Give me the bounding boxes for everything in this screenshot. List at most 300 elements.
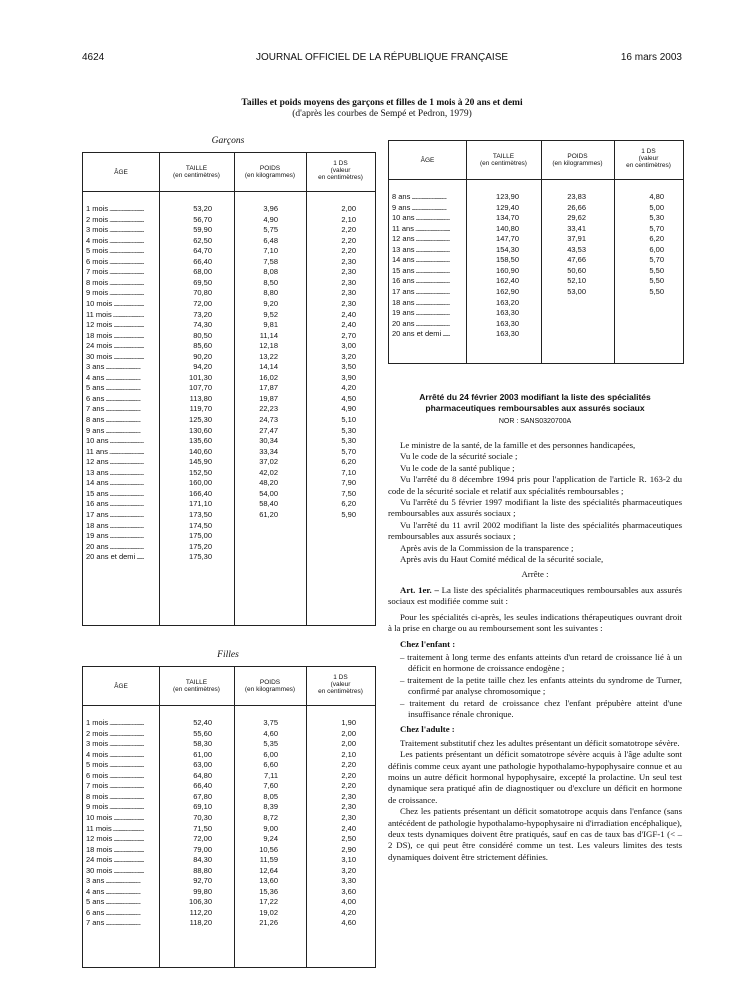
cell-taille: 130,60: [189, 425, 212, 435]
cell-taille: 163,30: [496, 329, 519, 339]
arrete-word: Arrête :: [521, 569, 549, 580]
cell-ds: 5,50: [649, 265, 664, 275]
table-row: [83, 718, 375, 729]
header-poids-unit: (en kilogrammes): [244, 172, 296, 179]
issue-date: 16 mars 2003: [620, 52, 682, 63]
cell-ds: 3,20: [341, 351, 356, 361]
cell-poids: 3,96: [263, 204, 278, 213]
cell-age: 6 ans .....: [86, 908, 144, 919]
cell-age: 14 ans .....: [86, 478, 144, 489]
table-row: [83, 288, 375, 299]
cell-ds: 5,30: [649, 213, 664, 223]
cell-poids: 3,75: [263, 718, 278, 727]
table-row: [83, 813, 375, 824]
header-ds: 1 DS: [641, 148, 656, 155]
list-item: – traitement du retard de croissance chez l'enfant prépubère atteint d'une insuffisance rénale chronique.: [400, 698, 682, 721]
cell-poids: 15,36: [259, 886, 278, 896]
cell-taille: 106,30: [189, 897, 212, 907]
cell-age: 11 mois .....: [86, 310, 144, 321]
cell-ds: 2,40: [341, 320, 356, 330]
cell-poids: 17,22: [259, 897, 278, 907]
cell-taille: 173,50: [189, 509, 212, 519]
table-row: [83, 310, 375, 321]
para-vu-2: Vu le code de la santé publique ;: [400, 462, 515, 473]
cell-taille: 154,30: [496, 244, 519, 254]
cell-taille: 147,70: [496, 234, 519, 244]
cell-poids: 6,60: [263, 760, 278, 770]
table-row: [83, 855, 375, 866]
arrete-body: [388, 440, 682, 863]
table-row: [83, 404, 375, 415]
table-row: [83, 908, 375, 919]
cell-taille: 140,80: [496, 223, 519, 233]
table-row: [389, 203, 683, 214]
table-row: [83, 521, 375, 532]
cell-ds: 2,30: [341, 802, 356, 812]
cell-ds: 4,90: [341, 404, 356, 414]
cell-taille: 140,60: [189, 446, 212, 456]
cell-age: 3 ans .....: [86, 876, 144, 887]
header-ds-unit-1: (valeur: [330, 681, 351, 688]
cell-taille: 55,60: [193, 728, 212, 738]
cell-poids: 12,64: [259, 865, 278, 875]
cell-poids: 6,00: [263, 749, 278, 759]
table-row: [83, 225, 375, 236]
cell-poids: 50,60: [567, 265, 586, 275]
header-ds-unit-1: (valeur: [638, 155, 659, 162]
table-row: [83, 739, 375, 750]
table-filles: [82, 666, 376, 968]
table-row: [389, 329, 683, 340]
header-taille: TAILLE: [492, 153, 515, 160]
cell-poids: 27,47: [259, 425, 278, 435]
cell-ds: 4,20: [341, 907, 356, 917]
cell-age: 8 mois .....: [86, 792, 144, 803]
table-row: [83, 415, 375, 426]
table-row: [83, 499, 375, 510]
table-row: [83, 426, 375, 437]
para-adulte-2: Les patients présentant un déficit somatotrope sévère acquis à l'âge adulte sont définis comme ceux ayant une pathologie hypothalamo-hypophysaire connue et au moins un autre déficit hormonal hypophysaire, excepté la prolactine. Un seul test dynamique sera pratiqué afin de diagnostiquer ou d'exclure un déficit en hormone de croissance.: [388, 749, 682, 805]
cell-ds: 5,00: [649, 202, 664, 212]
table-row: [389, 255, 683, 266]
cell-poids: 19,87: [259, 393, 278, 403]
table-garcons: [82, 152, 376, 626]
table-row: [83, 802, 375, 813]
cell-taille: 66,40: [193, 256, 212, 266]
cell-age: 16 ans .....: [392, 276, 450, 287]
cell-taille: 72,00: [193, 298, 212, 308]
cell-ds: 2,90: [341, 844, 356, 854]
cell-taille: 94,20: [193, 362, 212, 372]
cell-taille: 119,70: [189, 404, 212, 414]
cell-taille: 69,50: [193, 277, 212, 287]
cell-age: 18 mois .....: [86, 845, 144, 856]
cell-ds: 3,20: [341, 865, 356, 875]
cell-poids: 9,81: [263, 320, 278, 330]
table-row: [83, 824, 375, 835]
cell-taille: 69,10: [193, 802, 212, 812]
cell-taille: 158,50: [496, 255, 519, 265]
page-header: [82, 52, 682, 66]
header-taille: TAILLE: [185, 679, 208, 686]
cell-age: 24 mois .....: [86, 341, 144, 352]
table-row: [389, 308, 683, 319]
cell-poids: 7,10: [263, 246, 278, 256]
cell-age: 4 ans .....: [86, 887, 144, 898]
para-vu-1: Vu le code de la sécurité sociale ;: [400, 451, 518, 462]
cell-ds: 6,20: [341, 457, 356, 467]
header-poids-unit: (en kilogrammes): [552, 160, 603, 167]
cell-ds: 2,40: [341, 309, 356, 319]
cell-age: 11 ans .....: [392, 224, 450, 235]
cell-age: 8 ans .....: [392, 192, 450, 203]
para-indications: Pour les spécialités ci-après, les seules indications thérapeutiques ouvrant droit à la prise en charge ou au remboursement sont les suivantes :: [388, 611, 682, 634]
para-vu-5: Vu l'arrêté du 11 avril 2002 modifiant la liste des spécialités pharmaceutiques remboursables aux assurés sociaux ;: [388, 519, 682, 542]
cell-age: 3 mois .....: [86, 739, 144, 750]
table-row: [83, 771, 375, 782]
cell-age: 7 mois .....: [86, 267, 144, 278]
table-row: [83, 887, 375, 898]
table-row: [389, 276, 683, 287]
cell-poids: 4,90: [263, 214, 278, 224]
cell-taille: 74,30: [193, 320, 212, 330]
cell-poids: 13,22: [259, 351, 278, 361]
table-row: [83, 531, 375, 542]
para-avis-2: Après avis du Haut Comité médical de la sécurité sociale,: [400, 554, 604, 565]
cell-age: 15 ans .....: [86, 489, 144, 500]
cell-ds: 2,30: [341, 298, 356, 308]
cell-age: 18 ans .....: [86, 521, 144, 532]
cell-ds: 5,70: [649, 223, 664, 233]
header-ds-unit-2: en centimètres): [318, 688, 363, 695]
cell-age: 13 ans .....: [392, 245, 450, 256]
table-row: [83, 436, 375, 447]
cell-ds: 7,50: [341, 488, 356, 498]
title-line-1: Tailles et poids moyens des garçons et filles de 1 mois à 20 ans et demi: [241, 98, 523, 108]
cell-ds: 2,00: [341, 739, 356, 749]
cell-ds: 5,70: [649, 255, 664, 265]
table-row: [389, 287, 683, 298]
cell-poids: 8,72: [263, 812, 278, 822]
table-row: [83, 257, 375, 268]
table-row: [83, 447, 375, 458]
header-age: ÂGE: [114, 683, 128, 690]
cell-taille: 163,20: [496, 297, 519, 307]
table-row: [83, 760, 375, 771]
list-enfant: [388, 652, 682, 720]
cell-age: 9 mois .....: [86, 288, 144, 299]
caption-garcons: Garçons: [211, 136, 245, 146]
cell-age: 5 mois .....: [86, 760, 144, 771]
cell-ds: 2,30: [341, 791, 356, 801]
cell-age: 9 ans .....: [86, 426, 144, 437]
cell-age: 19 ans .....: [392, 308, 450, 319]
cell-poids: 4,60: [263, 728, 278, 738]
cell-age: 12 ans .....: [392, 234, 450, 245]
cell-poids: 8,05: [263, 791, 278, 801]
arrete-title: Arrêté du 24 février 2003 modifiant la liste des spécialités pharmaceutiques remboursables aux assurés sociaux: [419, 392, 651, 413]
header-taille-unit: (en centimètres): [480, 160, 527, 167]
cell-taille: 52,40: [193, 718, 212, 727]
table-row: [83, 897, 375, 908]
table-filles-suite: [388, 140, 684, 364]
cell-age: 5 mois .....: [86, 246, 144, 257]
cell-taille: 99,80: [193, 886, 212, 896]
table-row: [83, 792, 375, 803]
header-poids-unit: (en kilogrammes): [244, 686, 296, 693]
cell-taille: 112,20: [189, 907, 212, 917]
cell-age: 4 ans .....: [86, 373, 144, 384]
cell-ds: 5,10: [341, 415, 356, 424]
cell-poids: 21,26: [259, 918, 278, 928]
cell-age: 10 mois .....: [86, 813, 144, 824]
header-taille-unit: (en centimètres): [173, 172, 220, 179]
cell-age: 15 ans .....: [392, 266, 450, 277]
cell-ds: 2,20: [341, 246, 356, 256]
cell-ds: 4,00: [341, 897, 356, 907]
cell-ds: 2,20: [341, 225, 356, 235]
cell-age: 4 mois .....: [86, 750, 144, 761]
cell-poids: 9,24: [263, 834, 278, 844]
table-row: [83, 246, 375, 257]
header-poids: POIDS: [567, 153, 588, 160]
cell-ds: 4,50: [341, 393, 356, 403]
table-row: [83, 236, 375, 247]
table-row: [389, 266, 683, 277]
table-row: [83, 552, 375, 563]
cell-poids: 9,20: [263, 298, 278, 308]
cell-age: 20 ans et demi .....: [86, 552, 144, 563]
cell-ds: 2,30: [341, 256, 356, 266]
table-row: [83, 204, 375, 215]
cell-taille: 62,50: [193, 235, 212, 245]
cell-age: 10 mois .....: [86, 299, 144, 310]
cell-age: 3 ans .....: [86, 362, 144, 373]
cell-ds: 5,30: [341, 425, 356, 435]
cell-taille: 63,00: [193, 760, 212, 770]
cell-ds: 4,20: [341, 383, 356, 393]
cell-poids: 11,59: [259, 855, 278, 865]
table-row: [83, 278, 375, 289]
cell-taille: 72,00: [193, 834, 212, 844]
cell-poids: 53,00: [567, 286, 586, 296]
cell-age: 7 ans .....: [86, 918, 144, 929]
table-row: [389, 192, 683, 203]
cell-ds: 2,20: [341, 235, 356, 245]
cell-age: 30 mois .....: [86, 352, 144, 363]
cell-age: 8 ans .....: [86, 415, 144, 426]
header-taille-unit: (en centimètres): [173, 686, 220, 693]
cell-poids: 7,60: [263, 781, 278, 791]
table-row: [83, 542, 375, 553]
cell-age: 1 mois .....: [86, 204, 144, 215]
table-row: [83, 866, 375, 877]
cell-ds: 2,20: [341, 760, 356, 770]
cell-taille: 61,00: [193, 749, 212, 759]
header-age: ÂGE: [114, 169, 128, 176]
garcons-header: [83, 153, 375, 192]
cell-poids: 10,56: [259, 844, 278, 854]
cell-taille: 68,00: [193, 267, 212, 277]
heading-adulte: Chez l'adulte :: [400, 724, 455, 735]
cell-age: 2 mois .....: [86, 215, 144, 226]
cell-age: 1 mois .....: [86, 718, 144, 729]
table-row: [83, 845, 375, 856]
table-row: [83, 267, 375, 278]
cell-ds: 6,00: [649, 244, 664, 254]
cell-poids: 37,02: [259, 457, 278, 467]
cell-taille: 70,30: [193, 812, 212, 822]
cell-ds: 2,10: [341, 749, 356, 759]
cell-age: 5 ans .....: [86, 383, 144, 394]
cell-ds: 4,60: [341, 918, 356, 928]
cell-ds: 2,00: [341, 728, 356, 738]
table-row: [83, 320, 375, 331]
cell-taille: 70,80: [193, 288, 212, 298]
table-row: [83, 510, 375, 521]
cell-poids: 8,80: [263, 288, 278, 298]
cell-poids: 7,58: [263, 256, 278, 266]
table-row: [83, 331, 375, 342]
cell-poids: 8,08: [263, 267, 278, 277]
cell-taille: 73,20: [193, 309, 212, 319]
para-minister: Le ministre de la santé, de la famille et des personnes handicapées,: [400, 440, 636, 450]
cell-taille: 90,20: [193, 351, 212, 361]
table-row: [83, 876, 375, 887]
cell-poids: 33,34: [259, 446, 278, 456]
cell-poids: 26,66: [567, 202, 586, 212]
cell-age: 12 mois .....: [86, 834, 144, 845]
cell-ds: 5,30: [341, 436, 356, 446]
cell-taille: 125,30: [189, 415, 212, 424]
cell-poids: 7,11: [263, 770, 278, 780]
cell-taille: 134,70: [496, 213, 519, 223]
cell-poids: 47,66: [567, 255, 586, 265]
table-row: [83, 215, 375, 226]
cell-ds: 3,50: [341, 362, 356, 372]
cell-poids: 61,20: [259, 509, 278, 519]
cell-poids: 33,41: [567, 223, 586, 233]
table-row: [83, 362, 375, 373]
cell-poids: 6,48: [263, 235, 278, 245]
cell-taille: 162,40: [496, 276, 519, 286]
cell-taille: 166,40: [189, 488, 212, 498]
cell-poids: 11,14: [259, 330, 278, 340]
cell-age: 20 ans .....: [86, 542, 144, 553]
article-1-label: Art. 1er. –: [400, 584, 439, 595]
header-ds: 1 DS: [333, 674, 348, 681]
nor-reference: NOR : SANS0320700A: [498, 418, 572, 425]
cell-taille: 163,30: [496, 318, 519, 328]
title-line-2: (d'après les courbes de Sempé et Pedron, 1979): [292, 109, 472, 119]
table-row: [83, 457, 375, 468]
list-item: – traitement à long terme des enfants atteints d'un retard de croissance lié à un déficit en hormone de croissance endogène ;: [400, 652, 682, 675]
cell-ds: 1,90: [341, 718, 356, 727]
cell-age: 11 ans .....: [86, 447, 144, 458]
table-row: [83, 478, 375, 489]
cell-ds: 2,50: [341, 834, 356, 844]
cell-ds: 3,60: [341, 886, 356, 896]
cell-ds: 3,30: [341, 876, 356, 886]
table-row: [389, 245, 683, 256]
cell-age: 10 ans .....: [86, 436, 144, 447]
cell-taille: 145,90: [189, 457, 212, 467]
para-vu-3: Vu l'arrêté du 8 décembre 1994 pris pour l'application de l'article R. 163-2 du code de la sécurité sociale et relatif aux spécialités remboursables ;: [388, 474, 682, 496]
cell-poids: 19,02: [259, 907, 278, 917]
cell-age: 17 ans .....: [86, 510, 144, 521]
header-ds-unit-2: en centimètres): [318, 174, 363, 181]
cell-ds: 2,30: [341, 812, 356, 822]
cell-poids: 17,87: [259, 383, 278, 393]
cell-age: 3 mois .....: [86, 225, 144, 236]
table-row: [389, 234, 683, 245]
cell-age: 9 ans .....: [392, 203, 450, 214]
cell-poids: 16,02: [259, 372, 278, 382]
table-row: [83, 341, 375, 352]
cell-taille: 85,60: [193, 341, 212, 351]
table-row: [389, 224, 683, 235]
cell-taille: 113,80: [189, 393, 212, 403]
cell-taille: 175,20: [189, 541, 212, 551]
heading-enfant: Chez l'enfant :: [400, 638, 456, 649]
table-row: [83, 729, 375, 740]
cell-age: 19 ans .....: [86, 531, 144, 542]
cell-age: 16 ans .....: [86, 499, 144, 510]
cell-ds: 2,70: [341, 330, 356, 340]
cell-ds: 2,00: [341, 204, 356, 213]
cell-taille: 129,40: [496, 202, 519, 212]
cell-poids: 42,02: [259, 467, 278, 477]
cell-ds: 5,70: [341, 446, 356, 456]
cell-taille: 64,80: [193, 770, 212, 780]
cell-taille: 107,70: [189, 383, 212, 393]
cell-taille: 175,30: [189, 552, 212, 562]
cell-taille: 160,00: [189, 478, 212, 488]
cell-taille: 135,60: [189, 436, 212, 446]
cell-poids: 9,00: [263, 823, 278, 833]
cell-taille: 88,80: [193, 865, 212, 875]
cell-ds: 3,10: [341, 855, 356, 865]
cell-taille: 162,90: [496, 286, 519, 296]
cell-poids: 14,14: [259, 362, 278, 372]
cell-taille: 66,40: [193, 781, 212, 791]
table-row: [83, 299, 375, 310]
cell-age: 8 mois .....: [86, 278, 144, 289]
list-item: – traitement de la petite taille chez les enfants atteints du syndrome de Turner, confirmé par analyse chromosomique ;: [400, 675, 682, 698]
cell-age: 18 mois .....: [86, 331, 144, 342]
cell-ds: 2,10: [341, 214, 356, 224]
article-1: [388, 585, 682, 608]
cell-poids: 22,23: [259, 404, 278, 414]
cell-ds: 2,20: [341, 781, 356, 791]
cell-age: 5 ans .....: [86, 897, 144, 908]
cell-ds: 2,30: [341, 267, 356, 277]
cell-age: 17 ans .....: [392, 287, 450, 298]
cell-taille: 152,50: [189, 467, 212, 477]
journal-title: JOURNAL OFFICIEL DE LA RÉPUBLIQUE FRANÇAISE: [255, 52, 509, 63]
cell-poids: 58,40: [259, 499, 278, 509]
cell-taille: 64,70: [193, 246, 212, 256]
header-age: ÂGE: [420, 157, 435, 164]
cell-taille: 92,70: [193, 876, 212, 886]
table-main-title: [82, 98, 682, 120]
cell-age: 6 ans .....: [86, 394, 144, 405]
table-row: [389, 213, 683, 224]
cell-age: 7 mois .....: [86, 781, 144, 792]
cell-poids: 24,73: [259, 415, 278, 424]
cell-age: 11 mois .....: [86, 824, 144, 835]
cell-age: 7 ans .....: [86, 404, 144, 415]
